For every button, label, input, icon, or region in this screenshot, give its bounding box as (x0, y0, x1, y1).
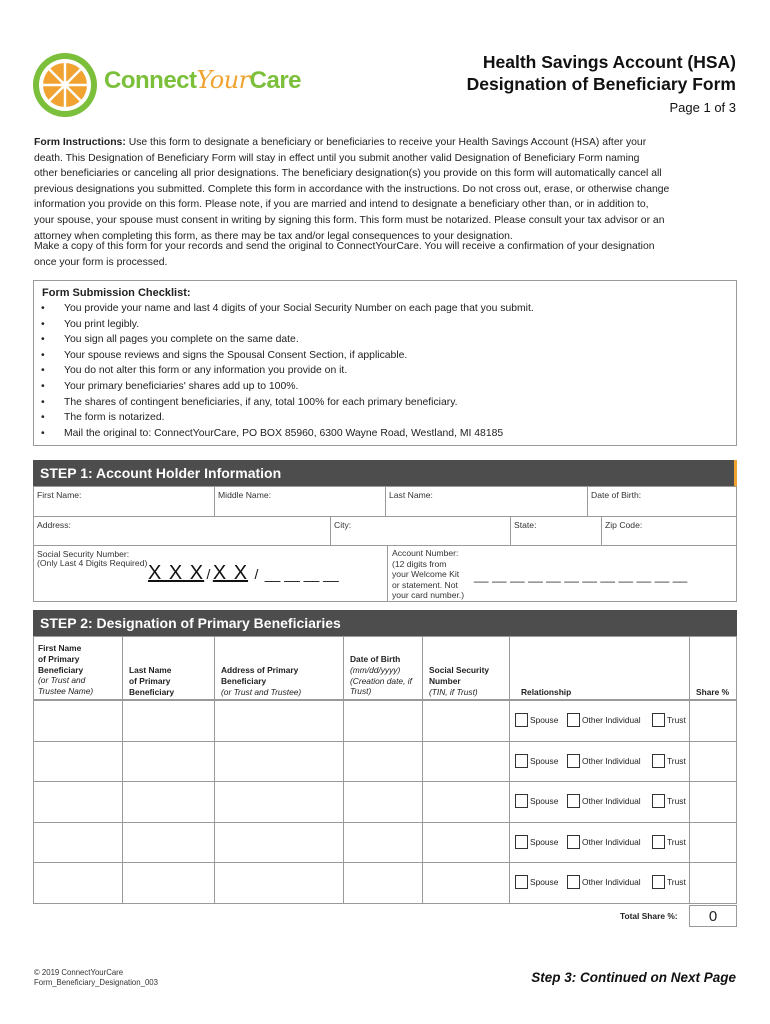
trust-label: Trust (667, 715, 686, 725)
trust-checkbox[interactable] (652, 835, 665, 849)
other-individual-checkbox[interactable] (567, 713, 580, 727)
spouse-checkbox[interactable] (515, 713, 528, 727)
share-input[interactable] (689, 822, 737, 863)
relationship-cell (509, 862, 690, 904)
step1-header: STEP 1: Account Holder Information (33, 460, 737, 486)
account-number-field[interactable]: Account Number: (12 digits from your Welcome Kit or statement. Not your card number.) __ __ __ __ __ __ __ __ __ __ __ __ (387, 545, 737, 602)
total-share-value: 0 (689, 905, 737, 927)
date-of-birth-field[interactable]: Date of Birth: (587, 486, 737, 517)
spouse-label: Spouse (530, 715, 559, 725)
checklist-item: • Your spouse reviews and signs the Spousal Consent Section, if applicable. (41, 349, 408, 361)
checklist-item: • The form is notarized. (41, 412, 165, 424)
other-individual-label: Other Individual (582, 796, 641, 806)
other-individual-checkbox[interactable] (567, 754, 580, 768)
page-number: Page 1 of 3 (669, 100, 736, 115)
last-name-input[interactable] (122, 700, 215, 742)
trust-checkbox[interactable] (652, 875, 665, 889)
spouse-label: Spouse (530, 877, 559, 887)
col-last-name-header: Last Name of Primary Beneficiary (122, 636, 215, 700)
checklist-heading: Form Submission Checklist: (42, 287, 191, 299)
instructions-line: death. This Designation of Beneficiary Form will stay in effect until you submit another valid Designation of Beneficiary Form naming (34, 152, 640, 164)
last-name-field[interactable]: Last Name: (385, 486, 588, 517)
ssn-input[interactable] (422, 862, 510, 904)
account-blanks: __ __ __ __ __ __ __ __ __ __ __ __ (474, 568, 688, 583)
instructions-line: Use this form to designate a beneficiary or beneficiaries to receive your Health Savings Account (HSA) after your (128, 137, 647, 148)
other-individual-checkbox[interactable] (567, 875, 580, 889)
copy-instructions (34, 239, 738, 270)
checklist-item: • You provide your name and last 4 digits of your Social Security Number on each page that you submit. (41, 303, 534, 314)
first-name-input[interactable] (33, 741, 123, 782)
trust-label: Trust (667, 837, 686, 847)
relationship-cell (509, 781, 690, 823)
instructions-line: previous designations you submitted. Complete this form in accordance with the instructions. Do not cross out, erase, or otherwise change (34, 183, 670, 195)
first-name-field[interactable]: First Name: (33, 486, 215, 517)
ssn-blanks: __ __ __ __ (264, 566, 339, 582)
instructions-line: your spouse, your spouse must consent in writing by signing this form. This form must be notarized. Please consult your tax advisor or an (34, 214, 665, 226)
dob-input[interactable] (343, 822, 423, 863)
trust-label: Trust (667, 877, 686, 887)
instructions-paragraph (34, 135, 738, 244)
ssn-mask: X X X (148, 562, 205, 584)
step2-header: STEP 2: Designation of Primary Beneficiaries (33, 610, 737, 636)
dob-input[interactable] (343, 700, 423, 742)
company-logo (32, 48, 302, 122)
instructions-heading: Form Instructions: (34, 137, 126, 148)
instructions-line: other beneficiaries or canceling all prior designations. The beneficiary designation(s) you provide on this form will automatically cancel all (34, 168, 662, 180)
submission-checklist (33, 280, 737, 446)
spouse-label: Spouse (530, 756, 559, 766)
other-individual-checkbox[interactable] (567, 794, 580, 808)
share-input[interactable] (689, 741, 737, 782)
dob-input[interactable] (343, 862, 423, 904)
total-share-label: Total Share %: (620, 911, 678, 921)
continued-next-page: Step 3: Continued on Next Page (531, 970, 736, 985)
other-individual-label: Other Individual (582, 756, 641, 766)
trust-checkbox[interactable] (652, 794, 665, 808)
share-input[interactable] (689, 862, 737, 904)
col-first-name-header: First Name of Primary Beneficiary (or Trust and Trustee Name) (33, 636, 123, 700)
last-name-input[interactable] (122, 741, 215, 782)
last-name-input[interactable] (122, 862, 215, 904)
copy-line: once your form is processed. (34, 256, 168, 268)
form-title-line1: Health Savings Account (HSA) (482, 52, 736, 72)
col-relationship-header: Relationship (509, 636, 690, 700)
first-name-input[interactable] (33, 862, 123, 904)
spouse-label: Spouse (530, 796, 559, 806)
address-input[interactable] (214, 862, 344, 904)
checklist-item: • Your primary beneficiaries' shares add up to 100%. (41, 380, 299, 392)
other-individual-label: Other Individual (582, 715, 641, 725)
spouse-checkbox[interactable] (515, 875, 528, 889)
first-name-input[interactable] (33, 781, 123, 823)
checklist-item: • You print legibly. (41, 318, 140, 330)
spouse-checkbox[interactable] (515, 754, 528, 768)
col-ssn-header: Social Security Number (TIN, if Trust) (422, 636, 510, 700)
other-individual-label: Other Individual (582, 837, 641, 847)
ssn-mask: X X (212, 562, 249, 584)
checklist-item: • Mail the original to: ConnectYourCare, PO BOX 85960, 6300 Wayne Road, Westland, MI 48185 (41, 427, 504, 439)
other-individual-label: Other Individual (582, 877, 641, 887)
copy-line: Make a copy of this form for your records and send the original to ConnectYourCare. You will receive a confirmation of your designation (34, 241, 655, 252)
relationship-cell (509, 741, 690, 782)
checklist-item: • You do not alter this form or any information you provide on it. (41, 365, 348, 377)
trust-label: Trust (667, 796, 686, 806)
other-individual-checkbox[interactable] (567, 835, 580, 849)
address-input[interactable] (214, 781, 344, 823)
relationship-cell (509, 822, 690, 863)
logo-wordmark: ConnectYourCare (104, 66, 302, 94)
ssn-input[interactable] (422, 700, 510, 742)
col-dob-header: Date of Birth (mm/dd/yyyy) (Creation date, if Trust) (343, 636, 423, 700)
instructions-line: attorney when completing this form, as there may be tax and/or legal consequences to your designation. (34, 230, 513, 242)
trust-checkbox[interactable] (652, 713, 665, 727)
middle-name-field[interactable]: Middle Name: (214, 486, 386, 517)
dob-input[interactable] (343, 781, 423, 823)
col-share-header: Share % (689, 636, 737, 700)
checklist-item: • The shares of contingent beneficiaries, if any, total 100% for each primary beneficiary. (41, 396, 458, 408)
ssn-input[interactable] (422, 781, 510, 823)
spouse-checkbox[interactable] (515, 794, 528, 808)
city-field[interactable]: City: (330, 516, 511, 546)
address-input[interactable] (214, 741, 344, 782)
state-field[interactable]: State: (510, 516, 602, 546)
trust-label: Trust (667, 756, 686, 766)
relationship-cell (509, 700, 690, 742)
ssn-input[interactable] (422, 741, 510, 782)
address-input[interactable] (214, 822, 344, 863)
instructions-line: information you provide on this form. Please note, if you are married and intend to designate a beneficiary other than, or in addition to, (34, 199, 649, 211)
address-field[interactable]: Address: (33, 516, 331, 546)
address-input[interactable] (214, 700, 344, 742)
footer-copyright: © 2019 ConnectYourCare Form_Beneficiary_Designation_003 (34, 968, 158, 987)
share-input[interactable] (689, 700, 737, 742)
checklist-item: • You sign all pages you complete on the same date. (41, 334, 299, 346)
zip-code-field[interactable]: Zip Code: (601, 516, 737, 546)
spouse-checkbox[interactable] (515, 835, 528, 849)
orange-slice-icon (32, 48, 102, 122)
spouse-label: Spouse (530, 837, 559, 847)
ssn-input[interactable] (422, 822, 510, 863)
dob-input[interactable] (343, 741, 423, 782)
first-name-input[interactable] (33, 700, 123, 742)
ssn-field[interactable]: Social Security Number: (Only Last 4 Digits Required) X X X / X X / __ __ __ __ (33, 545, 388, 602)
trust-checkbox[interactable] (652, 754, 665, 768)
share-input[interactable] (689, 781, 737, 823)
last-name-input[interactable] (122, 822, 215, 863)
last-name-input[interactable] (122, 781, 215, 823)
first-name-input[interactable] (33, 822, 123, 863)
form-title-line2: Designation of Beneficiary Form (466, 74, 736, 94)
col-address-header: Address of Primary Beneficiary (or Trust and Trustee) (214, 636, 344, 700)
